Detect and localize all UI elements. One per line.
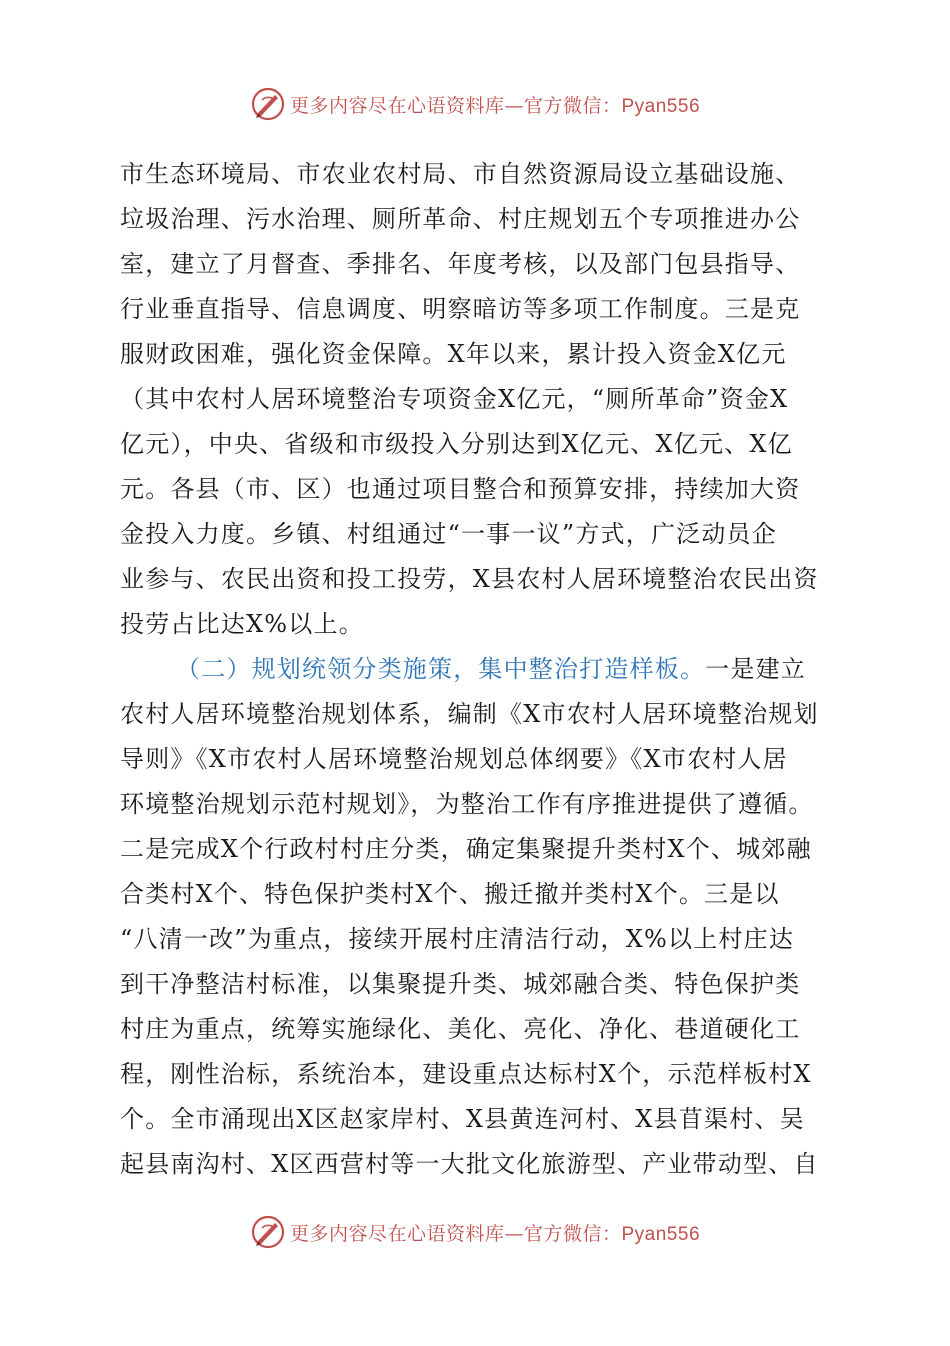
section-heading: （二）规划统领分类施策，集中整治打造样板。 [176,655,706,683]
banner-text [290,91,700,118]
text-line: 环境整治规划示范村规划》，为整治工作有序推进提供了遵循。 [120,790,814,818]
text-line: 服财政困难，强化资金保障。X年以来，累计投入资金X亿元 [120,340,787,368]
header-banner [0,84,950,124]
pen-logo-icon [250,86,286,122]
pen-logo-icon [250,1214,286,1250]
section-first-line-text: 一是建立 [705,655,807,683]
text-line: 村庄为重点，统筹实施绿化、美化、亮化、净化、巷道硬化工 [120,1015,801,1043]
text-line: 元。各县（市、区）也通过项目整合和预算安排，持续加大资 [120,475,801,503]
text-line: 程，刚性治标，系统治本，建设重点达标村X个，示范样板村X [120,1060,812,1088]
banner-main-text: 更多内容尽在心语资料库—官方微信： [289,94,622,117]
text-line: 室，建立了月督查、季排名、年度考核，以及部门包县指导、 [120,250,801,278]
text-line: 业参与、农民出资和投工投劳，X县农村人居环境整治农民出资 [120,565,819,593]
text-line: 到干净整洁村标准，以集聚提升类、城郊融合类、特色保护类 [120,970,801,998]
text-line: 个。全市涌现出X区赵家岸村、X县黄连河村、X县苜渠村、吴 [120,1105,805,1133]
text-line: 农村人居环境整治规划体系，编制《X市农村人居环境整治规划 [120,700,819,728]
banner-wechat-id: Pyan556 [621,95,701,117]
text-line: 行业垂直指导、信息调度、明察暗访等多项工作制度。三是克 [120,295,801,323]
text-line: “八清一改”为重点，接续开展村庄清洁行动，X%以上村庄达 [120,925,795,953]
text-line: 二是完成X个行政村村庄分类，确定集聚提升类村X个、城郊融 [120,835,812,863]
text-line: 起县南沟村、X区西营村等一大批文化旅游型、产业带动型、自 [120,1150,819,1178]
text-line: （其中农村人居环境整治专项资金X亿元，“厕所革命”资金X [120,385,789,413]
text-line: 投劳占比达X%以上。 [120,610,364,638]
banner-wechat-id: Pyan556 [621,1223,701,1245]
text-line: 合类村X个、特色保护类村X个、搬迁撤并类村X个。三是以 [120,880,780,908]
footer-banner [0,1212,950,1252]
banner-main-text: 更多内容尽在心语资料库—官方微信： [289,1222,622,1245]
text-line: 金投入力度。乡镇、村组通过“一事一议”方式，广泛动员企 [120,520,777,548]
text-line: 导则》《X市农村人居环境整治规划总体纲要》《X市农村人居 [120,745,788,773]
text-line: 亿元），中央、省级和市级投入分别达到X亿元、X亿元、X亿 [120,430,793,458]
text-line: 垃圾治理、污水治理、厕所革命、村庄规划五个专项推进办公 [120,205,801,233]
document-body [120,152,832,1187]
section-first-line [120,647,832,692]
banner-text [290,1219,700,1246]
text-line: 市生态环境局、市农业农村局、市自然资源局设立基础设施、 [120,160,801,188]
